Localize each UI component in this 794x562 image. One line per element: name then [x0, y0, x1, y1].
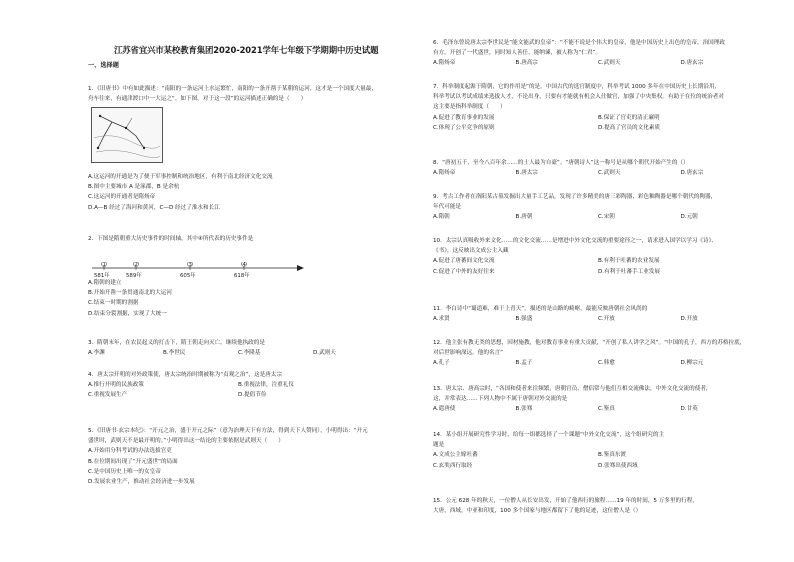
option-a[interactable]: A.隋炀帝	[433, 170, 456, 177]
question-text: 年代可能是	[433, 204, 461, 211]
question-text: 题是	[433, 442, 445, 449]
question-13-options	[433, 404, 763, 414]
question-text: 1．《旧唐书》中有如此描述：“南阳的一条运河上水运繁忙，南阳的一条开凿于某朝的运河，这才是一个国度大量最，	[88, 86, 377, 92]
question-7	[433, 82, 763, 133]
question-text: 12．他主张有教无类的思想，因材施教，他对教育事业有重大贡献，“开创了私人讲学之风”。“中国的孔子，西方的苏格拉底，	[433, 340, 746, 346]
canal-map-svg	[92, 108, 162, 162]
question-10	[433, 236, 763, 277]
option-b[interactable]: B.唐太宗	[515, 170, 538, 177]
timeline-label: 618年	[234, 273, 250, 279]
question-text: 15．公元 628 年的秋天，一位僧人从长安出发，开始了他西行的旅程……19 年的时间，5 万多里的行程，	[433, 498, 698, 504]
question-2	[88, 234, 388, 244]
svg-text:2: 2	[134, 262, 138, 268]
option-a[interactable]: A.李渊	[88, 350, 105, 357]
option-a[interactable]: A.隋炀帝	[433, 60, 456, 67]
question-text: 7．科举制度起源于隋朝，它的作用是”的是。中国古代的选官制度中，科举考试 1000 多年在中国历史上长期沿用，	[433, 84, 721, 90]
question-13	[433, 384, 763, 415]
option-d[interactable]: D.唐玄宗	[680, 60, 704, 67]
option-d[interactable]: D.柳宗元	[680, 360, 704, 367]
option-c[interactable]: C.体现了公平竞争的原则	[433, 124, 495, 131]
option-b[interactable]: B.唐高宗	[515, 60, 538, 67]
option-c[interactable]: C.这运河的开通者是隋炀帝	[88, 194, 156, 201]
question-10-options	[433, 256, 763, 276]
svg-text:1: 1	[102, 262, 106, 268]
question-15	[433, 496, 763, 516]
question-text: 对后世影响深远。他的名言”	[433, 350, 504, 357]
question-text: 9．考古工作者在洛阳某古墓发掘出大量手工艺品，发现了许多精美的唐三彩陶器，彩色釉陶器是哪个朝代的陶器，	[433, 194, 717, 200]
question-text: 8．“唐初五千，至今八百年余……的士人最为自豪”。“唐朝诗人”这一称号是从哪个朝代开始产生的（）	[433, 160, 689, 166]
question-4	[88, 370, 388, 401]
question-text: 3．隋朝末年，在农民起义的打击下，隋王朝走向灭亡。继续他执政的是	[88, 340, 265, 346]
option-a[interactable]: A.开始用分科考试的办法选拔官吏	[88, 448, 172, 455]
option-a[interactable]: A.隋朝的建立	[88, 280, 122, 286]
option-b[interactable]: B.图中主要城市 A 是涿郡，B 是余杭	[88, 184, 180, 191]
question-text: 5．《旧唐书·玄宗本纪》：“开元之治，盛于开元之际”（意为治理天下有方法，得到天下人赞同），小明得出：“开元	[88, 428, 368, 434]
canal-map-image	[91, 107, 163, 163]
option-d[interactable]: D.有利于吐蕃手工业发展	[598, 268, 661, 275]
option-d[interactable]: D.A—B 经过了海河和黄河，C—D 经过了淮水和长江	[88, 204, 220, 211]
question-11	[433, 304, 763, 324]
question-8-options	[433, 168, 763, 178]
option-d[interactable]: D.提倡节俭	[238, 392, 267, 399]
option-c[interactable]: C.韩愈	[598, 360, 615, 367]
option-c[interactable]: C.结束一时期的割据	[88, 300, 139, 307]
question-1-options	[88, 172, 388, 213]
question-text: 大唐，西域，中亚和印度，100 多个国家与地区都留下了他的足迹，这位僧人是（）	[433, 508, 642, 515]
option-c[interactable]: C.武则天	[598, 60, 621, 67]
question-3	[88, 338, 388, 358]
question-text: 科举考试以考试成绩来选拔人才，不论出身，只要有才能就有机会入仕做官，加强了中央集权。有助于在位的统治者对	[433, 94, 724, 101]
option-a[interactable]: A.促进了唐蕃间文化交流	[433, 258, 495, 265]
question-text: 10．太宗认真吸收外来文化……的文化交流……是增进中外文化交流的重要途径之一，请求进入国学以学习《诗》、	[433, 238, 718, 244]
option-c[interactable]: C.宋朝	[598, 214, 615, 221]
timeline-label: 581年	[94, 273, 110, 279]
option-b[interactable]: B.唐朝	[515, 214, 533, 221]
option-a[interactable]: A.遣唐使	[433, 406, 456, 413]
option-a[interactable]: A.隋朝	[433, 214, 450, 221]
question-14-options	[433, 450, 763, 470]
option-c[interactable]: C.鉴真	[598, 406, 615, 413]
question-text: 2．下图是隋朝重大历史事件的时间轴，其中④所代表的历史事件是	[88, 236, 254, 242]
question-text: 这主要是指科举制度（ ）	[433, 104, 506, 111]
section-heading: 一、选择题	[88, 62, 119, 69]
question-text: 14．某小组开展研究性学习时，给每一组都选择了一个课题“中外文化交流”，这个组研究的主	[433, 432, 665, 438]
question-12	[433, 338, 763, 369]
question-14	[433, 430, 763, 471]
question-7-options	[433, 113, 763, 133]
question-2-options	[88, 278, 388, 319]
option-d[interactable]: D.甘英	[680, 406, 698, 413]
option-b[interactable]: B.鉴真东渡	[598, 452, 626, 459]
option-a[interactable]: A.这运河的开通是为了便于军事控制和统治地区，有利于南北经济文化交流	[88, 174, 273, 180]
option-d[interactable]: D.元朝	[680, 214, 698, 221]
option-c[interactable]: C.玄奘西行取经	[433, 462, 473, 469]
option-d[interactable]: D.提高了官员的文化素质	[598, 124, 661, 131]
option-c[interactable]: C.开放	[598, 316, 615, 323]
option-d[interactable]: D.开放	[680, 316, 698, 323]
option-b[interactable]: B.有利于吐蕃的农业发展	[598, 258, 660, 265]
option-a[interactable]: A.孔子	[433, 360, 450, 367]
question-11-options	[433, 314, 763, 324]
option-d[interactable]: D.张骞出使西域	[598, 462, 638, 469]
question-text: 《书》，这反映出文成公主入藏	[433, 248, 509, 255]
question-text: 4．唐太宗开明的对外政策使，唐太宗统治时期被称为“贞观之治”，这是唐太宗	[88, 372, 282, 378]
option-c[interactable]: C.武则天	[598, 170, 621, 177]
option-c[interactable]: C.重视发展生产	[88, 392, 128, 399]
option-c[interactable]: C.李隆基	[238, 350, 261, 357]
option-a[interactable]: A.文成公主嫁吐蕃	[433, 452, 478, 459]
question-5	[88, 426, 388, 487]
question-text: 舟车往来，有通津渡口中一大运之“。如下图，对于这一段”的运河描述正确的是（ ）	[88, 96, 307, 103]
svg-text:3: 3	[188, 262, 192, 268]
option-d[interactable]: D.武则天	[313, 350, 336, 357]
option-b[interactable]: B.在位期间出现了“开元盛世”的局面	[88, 458, 178, 465]
option-b[interactable]: B.李世民	[163, 350, 186, 357]
question-12-options	[433, 358, 763, 368]
question-6	[433, 38, 763, 69]
question-text: 11．李白诗中“蜀道难，难于上青天”，描述的是山路的崎岖，最能反映唐朝社会风尚的	[433, 306, 648, 312]
question-8	[433, 158, 763, 178]
option-d[interactable]: D.结束分裂割据，实现了大统一	[88, 310, 167, 317]
option-d[interactable]: D.发展农业生产，推动社会经济进一步发展	[88, 479, 195, 486]
option-b[interactable]: B.开始开凿一条贯通南北的大运河	[88, 290, 172, 297]
option-b[interactable]: B.强盛	[515, 316, 533, 323]
question-3-options	[88, 348, 388, 358]
question-9	[433, 192, 763, 223]
question-9-options	[433, 212, 763, 222]
question-text: 这，并常表达……下列人物中不属于唐朝对外交流的是	[433, 396, 568, 403]
question-4-options	[88, 380, 388, 400]
timeline-label: 589年	[126, 273, 142, 279]
option-a[interactable]: A.促进了教育事业的发展	[433, 114, 495, 121]
option-a[interactable]: A.求贤	[433, 316, 450, 323]
option-a[interactable]: A.推行开明的民族政策	[88, 382, 144, 389]
question-text: 有方。开创了一代盛世，同时知人善任，能纳谏，被人称为“仁君”。	[433, 50, 602, 57]
question-1	[88, 84, 388, 104]
question-6-options	[433, 58, 763, 68]
exam-title: 江苏省宜兴市某校教育集团2020-2021学年七年级下学期期中历史试题	[114, 45, 379, 55]
question-text: 盛世时，武则天不是最开明的。”小明得出这一结论的主要依据是武则天（ ）	[88, 438, 284, 445]
question-text: 6．毛泽东曾说唐太宗李世民是“能文能武的皇帝”：“不能不说是个伟大的皇帝，他是中国历史上出色的皇帝，治国理政	[433, 40, 725, 46]
question-text: 13．唐太宗、唐高宗时，“各国和使者来往频繁，唐朝官员、僧侣常与他们互相交流佛法，中外文化交流的使者，	[433, 386, 712, 392]
option-b[interactable]: B.重视法律，注重礼仪	[238, 382, 294, 389]
svg-text:4: 4	[242, 262, 246, 268]
timeline-label: 605年	[180, 273, 196, 279]
option-b[interactable]: B.保证了官吏的清正廉明	[598, 114, 660, 121]
option-c[interactable]: C.是中国历史上唯一的女皇帝	[88, 468, 161, 475]
option-b[interactable]: B.张骞	[515, 406, 533, 413]
option-d[interactable]: D.唐玄宗	[680, 170, 704, 177]
option-c[interactable]: C.促进了中外的友好往来	[433, 268, 495, 275]
option-b[interactable]: B.孟子	[515, 360, 533, 367]
